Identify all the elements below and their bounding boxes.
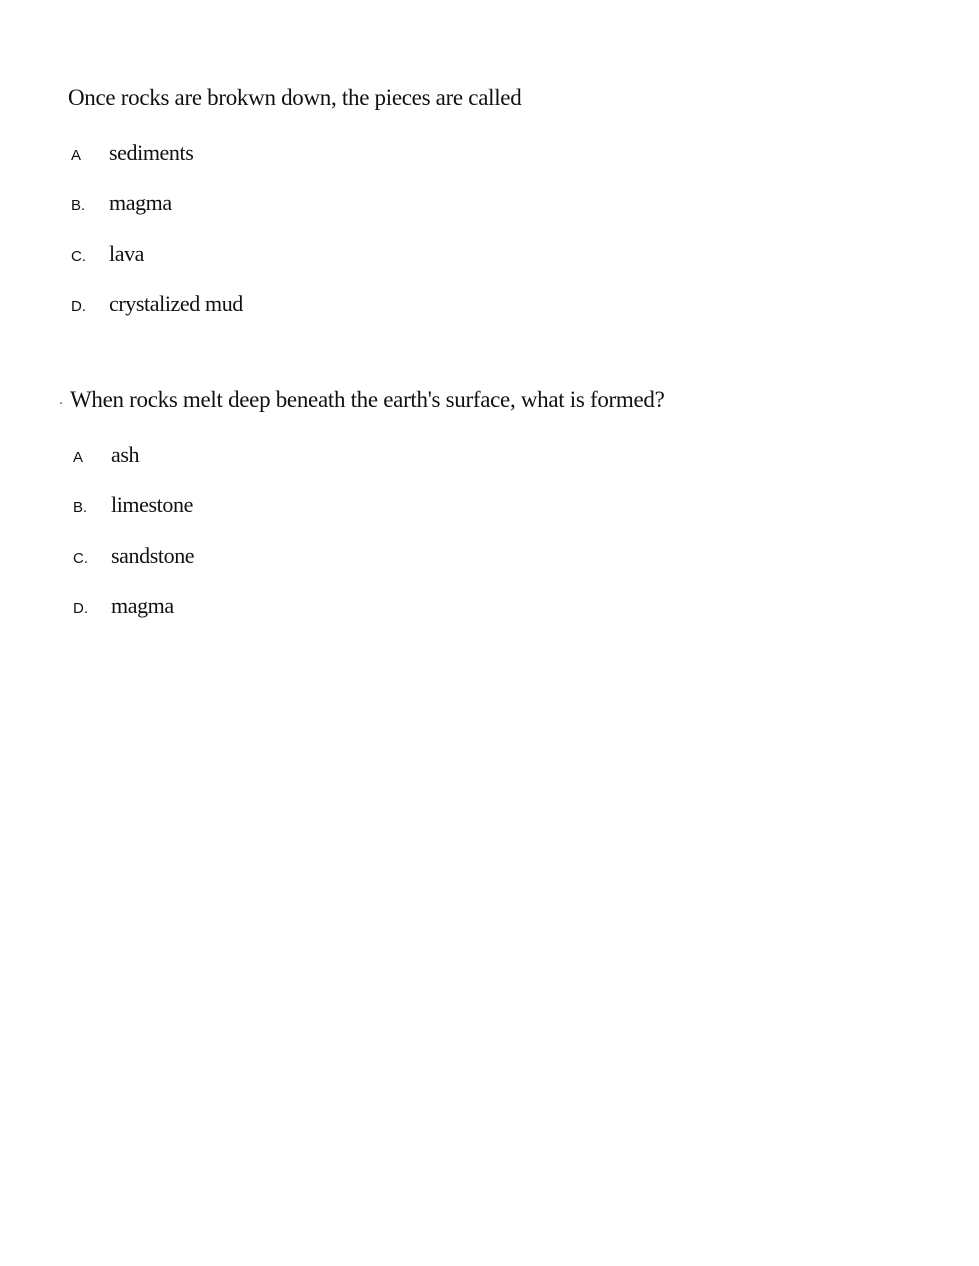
answer-option-c[interactable]: [68, 241, 521, 291]
option-letter: B.: [73, 499, 88, 517]
option-text: ash: [111, 442, 140, 467]
answer-option-b[interactable]: [70, 492, 665, 542]
option-text: limestone: [111, 492, 193, 518]
question-2: [70, 386, 665, 643]
answer-option-d[interactable]: [70, 593, 665, 643]
question-stem: When rocks melt deep beneath the earth's surface, what is formed?: [70, 387, 665, 412]
answer-options: [68, 140, 521, 341]
option-letter: C.: [71, 247, 86, 265]
option-letter: D.: [73, 599, 88, 617]
option-text: lava: [109, 240, 145, 266]
answer-option-b[interactable]: [68, 190, 521, 240]
option-letter: C.: [73, 549, 88, 567]
option-text: sediments: [109, 140, 194, 165]
option-letter: A: [73, 449, 84, 466]
option-letter: A: [71, 147, 82, 164]
option-text: magma: [111, 592, 174, 618]
question-stem: Once rocks are brokwn down, the pieces are called: [68, 85, 522, 110]
answer-option-a[interactable]: [68, 140, 521, 190]
answer-option-d[interactable]: [68, 291, 521, 341]
question-1: [68, 84, 521, 341]
option-letter: D.: [71, 297, 86, 315]
option-text: crystalized mud: [109, 290, 243, 316]
answer-option-a[interactable]: [70, 442, 665, 492]
option-text: magma: [109, 190, 172, 216]
option-letter: B.: [71, 197, 86, 215]
option-text: sandstone: [111, 542, 195, 568]
margin-mark: [60, 402, 62, 404]
answer-options: [70, 442, 665, 643]
answer-option-c[interactable]: [70, 543, 665, 593]
